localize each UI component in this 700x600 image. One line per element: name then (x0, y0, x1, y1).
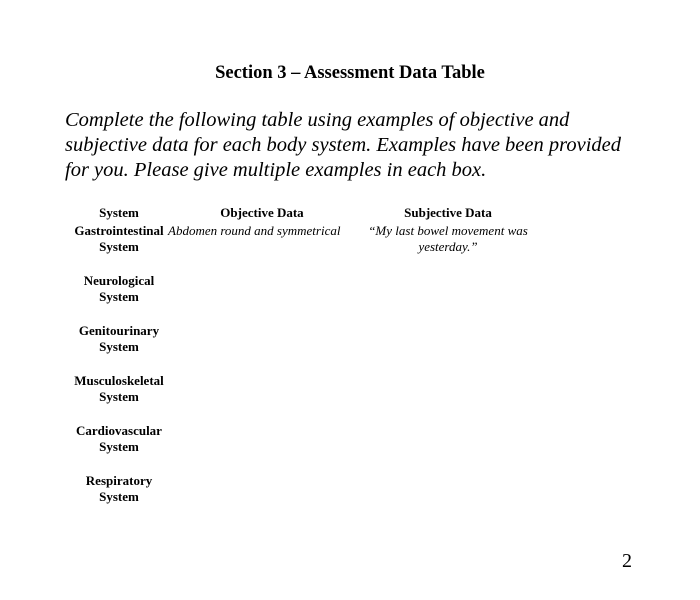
subjective-data-cell[interactable]: “My last bowel movement was yesterday.” (368, 223, 528, 254)
subjective-data-cell[interactable] (356, 473, 540, 523)
system-suffix: System (99, 439, 139, 454)
system-name: Neurological (83, 273, 155, 288)
table-row-musculoskeletal (70, 373, 540, 423)
system-name: Genitourinary (78, 323, 160, 338)
table-row-respiratory (70, 473, 540, 523)
section-title: Section 3 – Assessment Data Table (215, 63, 485, 83)
subjective-data-cell[interactable] (356, 423, 540, 473)
objective-data-cell[interactable]: Abdomen round and symmetrical (168, 223, 341, 238)
instructions-paragraph (65, 108, 665, 183)
subjective-data-cell[interactable] (356, 273, 540, 323)
system-suffix: System (99, 339, 139, 354)
objective-data-cell[interactable] (168, 473, 356, 523)
objective-data-cell[interactable] (168, 273, 356, 323)
system-suffix: System (99, 389, 139, 404)
system-cell (70, 473, 168, 523)
instructions-line: for you. Please give multiple examples in each box. (65, 159, 487, 181)
system-suffix: System (99, 289, 139, 304)
table-row-neurological (70, 273, 540, 323)
column-header-subjective: Subjective Data (404, 205, 492, 220)
subjective-data-cell[interactable] (356, 323, 540, 373)
system-cell (70, 273, 168, 323)
system-cell (70, 323, 168, 373)
column-header-objective: Objective Data (220, 205, 304, 220)
assessment-data-table (70, 205, 540, 523)
objective-data-cell[interactable] (168, 423, 356, 473)
column-header-system: System (99, 205, 139, 220)
objective-data-cell[interactable] (168, 323, 356, 373)
table-header-row (70, 205, 540, 223)
system-cell (70, 373, 168, 423)
instructions-line: subjective data for each body system. Examples have been provided (65, 134, 621, 156)
instructions-line: Complete the following table using examples of objective and (65, 109, 570, 131)
system-cell (70, 423, 168, 473)
page-number: 2 (622, 550, 632, 572)
objective-data-cell[interactable] (168, 373, 356, 423)
table-row-gastrointestinal (70, 223, 540, 273)
system-suffix: System (99, 239, 139, 254)
system-name: Gastrointestinal (74, 223, 164, 238)
subjective-data-cell[interactable] (356, 373, 540, 423)
system-suffix: System (99, 489, 139, 504)
table-row-cardiovascular (70, 423, 540, 473)
system-name: Cardiovascular (76, 423, 162, 438)
system-name: Musculoskeletal (74, 373, 164, 388)
system-name: Respiratory (85, 473, 153, 488)
system-cell (70, 223, 168, 273)
table-row-genitourinary (70, 323, 540, 373)
